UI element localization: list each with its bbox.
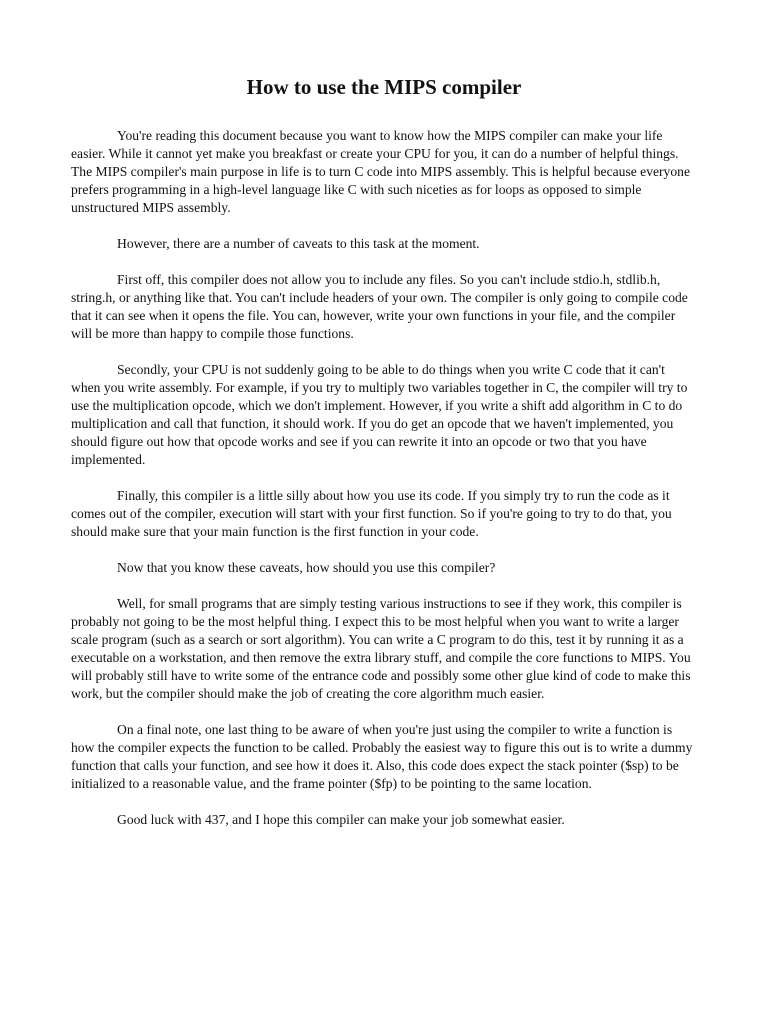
- paragraph-caveats-intro: However, there are a number of caveats to this task at the moment.: [117, 236, 480, 251]
- paragraph-intro: You're reading this document because you want to know how the MIPS compiler can make your life easier. While it cannot yet make you breakfast or create your CPU for you, it can do a number of helpful things. The MIPS compiler's main purpose in life is to turn C code into MIPS assembly. This is helpful because everyone prefers programming in a high-level language like C with such niceties as for loops as opposed to simple unstructured MIPS assembly.: [71, 128, 690, 215]
- document-title: How to use the MIPS compiler: [246, 75, 522, 99]
- paragraph-closing: Good luck with 437, and I hope this compiler can make your job somewhat easier.: [117, 812, 565, 827]
- document-body: [71, 127, 697, 847]
- paragraph-caveat-includes: First off, this compiler does not allow you to include any files. So you can't include stdio.h, stdlib.h, string.h, or anything like that. You can't include headers of your own. The compiler is only going to compile code that it can see when it opens the file. You can, however, write your own functions in your file, and the compiler will be more than happy to compile those functions.: [71, 272, 688, 341]
- paragraph-usage-question: Now that you know these caveats, how should you use this compiler?: [117, 560, 496, 575]
- paragraph-caveat-cpu: Secondly, your CPU is not suddenly going to be able to do things when you write C code that it can't when you write assembly. For example, if you try to multiply two variables together in C, the compiler will try to use the multiplication opcode, which we don't implement. However, if you write a shift add algorithm in C to do multiplication and call that function, it should work. If you do get an opcode that we haven't implemented, you should figure out how that opcode works and see if you can rewrite it into an opcode or two that you have implemented.: [71, 362, 688, 467]
- paragraph-usage-answer: Well, for small programs that are simply testing various instructions to see if they work, this compiler is probably not going to be the most helpful thing. I expect this to be most helpful when you want to write a larger scale program (such as a search or sort algorithm). You can write a C program to do this, test it by running it as a executable on a workstation, and then remove the extra library stuff, and compile the core functions to MIPS. You will probably still have to write some of the entrance code and possibly some other glue kind of code to make this work, but the compiler should make the job of creating the core algorithm much easier.: [71, 596, 691, 701]
- paragraph-caveat-execution: Finally, this compiler is a little silly about how you use its code. If you simply try to run the code as it comes out of the compiler, execution will start with your first function. So if you're going to try to do that, you should make sure that your main function is the first function in your code.: [71, 488, 672, 539]
- paragraph-final-note: On a final note, one last thing to be aware of when you're just using the compiler to write a function is how the compiler expects the function to be called. Probably the easiest way to figure this out is to write a dummy function that calls your function, and see how it does it. Also, this code does expect the stack pointer ($sp) to be initialized to a reasonable value, and the frame pointer ($fp) to be pointing to the same location.: [71, 722, 693, 791]
